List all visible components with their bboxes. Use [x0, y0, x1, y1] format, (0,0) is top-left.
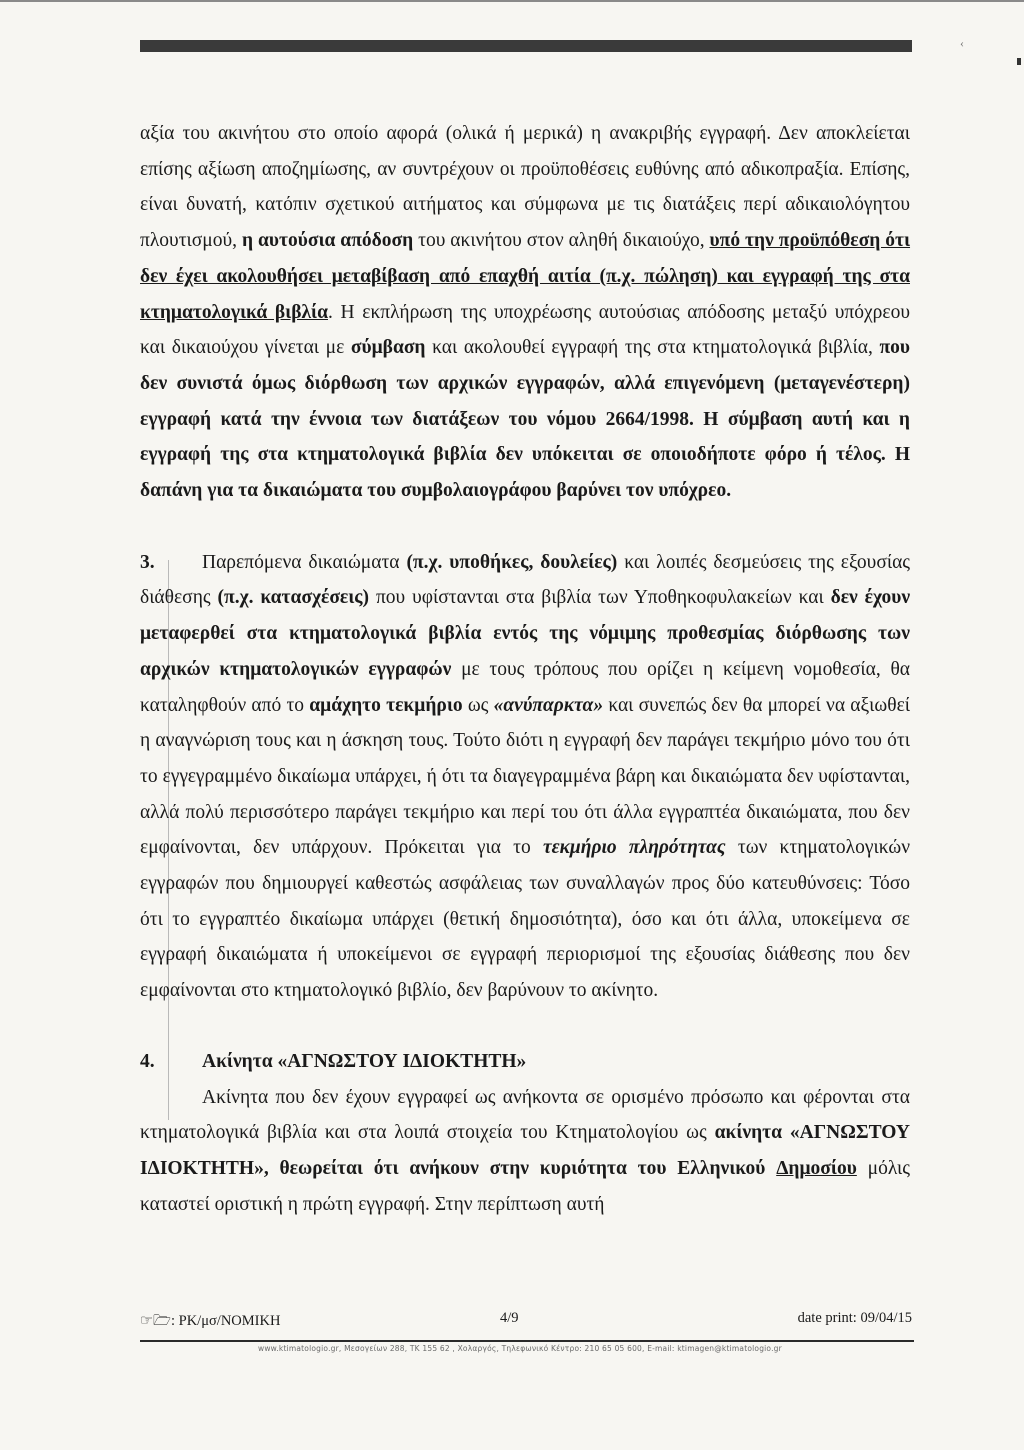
bold-text: σύμβαση: [350, 337, 426, 359]
text-run: αξία του ακινήτου στο οποίο αφορά (ολικά ή μερικά) η ανακριβής εγγραφή. Δεν αποκλείεται επίσης αξίωση αποζημίωσης, αν συντρέχουν οι προϋποθέσεις ευθύνης από αδικοπραξία. Επίσης, είναι δυνατή, κατόπιν σχετικού αιτήματος και σύμφωνα με τις διατάξεις περί αδικαιολόγητου πλουτισμού,: [140, 123, 910, 252]
underlined-bold-text: Δημοσίου: [776, 1157, 857, 1179]
contact-line: www.ktimatologio.gr, Μεσογείων 288, ΤΚ 155 62 , Χολαργός, Τηλεφωνικό Κέντρο: 210 65 05 600, E-mail: ktimagen@ktimatologio.gr: [258, 1344, 782, 1353]
document-body: [140, 116, 910, 1222]
bold-text: ακίνητα «ΑΓΝΩΣΤΟΥ ΙΔΙΟΚΤΗΤΗ», θεωρείται ότι ανήκουν στην κυριότητα του Ελληνικού: [140, 1122, 911, 1179]
text-run: Παρεπόμενα δικαιώματα: [202, 551, 400, 573]
text-run: . Η εκπλήρωση της υποχρέωσης αυτούσιας απόδοσης μεταξύ υπόχρεου και δικαιούχου γίνεται με: [140, 301, 911, 359]
text-run: και συνεπώς δεν θα μπορεί να αξιωθεί η αναγνώριση τους και η άσκηση τους. Τούτο διότι η εγγραφή δεν παράγει τεκμήριο μόνο του ότι το εγγεγραμμένο δικαίωμα υπάρχει, ή ότι τα διαγεγραμμένα βάρη και δικαιώματα δεν υφίστανται, αλλά πολύ περισσότερο παράγει τεκμήριο και περί του ότι άλλα εγγραπτέα δικαιώματα, που δεν εμφαίνονται, δεν υπάρχουν. Πρόκειται για το: [140, 694, 911, 859]
bold-text: δεν έχουν μεταφερθεί στα κτηματολογικά βιβλία εντός της νόμιμης προθεσμίας διόρθωσης των αρχικών κτηματολογικών εγγραφών: [140, 587, 911, 680]
text-run: Ακίνητα που δεν έχουν εγγραφεί ως ανήκοντα σε ορισμένο πρόσωπο και φέρονται στα κτηματολογικά βιβλία και στα λοιπά στοιχεία του Κτηματολογίου ως: [140, 1086, 910, 1144]
scan-mark: [1017, 58, 1021, 65]
bold-italic-text: τεκμήριο πληρότητας: [542, 837, 726, 859]
section-heading: [140, 1044, 910, 1080]
header-rule: [140, 40, 912, 52]
heading-text: Ακίνητα «ΑΓΝΩΣΤΟΥ ΙΔΙΟΚΤΗΤΗ»: [202, 1050, 527, 1072]
text-run: με τους τρόπους που ορίζει η κείμενη νομοθεσία, θα καταληφθούν από το: [140, 658, 910, 716]
bold-italic-text: «ανύπαρκτα»: [493, 694, 604, 716]
page-footer: [140, 1310, 912, 1335]
text-run: ως: [467, 694, 489, 716]
file-reference: ☞🗁: ΡΚ/μσ/ΝΟΜΙΚΗ: [140, 1313, 281, 1329]
bold-text: η αυτούσια απόδοση: [241, 230, 414, 252]
bold-text: αμάχητο τεκμήριο: [309, 694, 463, 716]
underlined-bold-text: υπό την προϋπόθεση ότι δεν έχει ακολουθήσει μεταβίβαση από επαχθή αιτία (π.χ. πώληση) και εγγραφή της στα κτηματολογικά βιβλία: [140, 230, 911, 323]
text-run: και ακολουθεί εγγραφή της στα κτηματολογικά βιβλία,: [432, 337, 873, 359]
text-run: που υφίστανται στα βιβλία των Υποθηκοφυλακείων και: [375, 587, 824, 609]
corner-mark: ‹: [960, 36, 964, 50]
print-date: date print: 09/04/15: [797, 1310, 912, 1326]
text-run: μόλις καταστεί οριστική η πρώτη εγγραφή. Στην περίπτωση αυτή: [140, 1157, 911, 1215]
footer-rule: [140, 1340, 914, 1342]
section-number: 3.: [140, 551, 155, 573]
section-number: 4.: [140, 1050, 155, 1072]
text-run: και λοιπές δεσμεύσεις της εξουσίας διάθεσης: [140, 551, 911, 609]
page-top-edge: [0, 0, 1024, 2]
text-run: του ακινήτου στον αληθή δικαιούχο,: [418, 230, 705, 252]
page-number: 4/9: [500, 1310, 519, 1326]
paragraph-4: [140, 1080, 910, 1223]
bold-text: που δεν συνιστά όμως διόρθωση των αρχικών εγγραφών, αλλά επιγενόμενη (μεταγενέστερη) εγγραφή κατά την έννοια των διατάξεων του νόμου 2664/1998. Η σύμβαση αυτή και η εγγραφή της στα κτηματολογικά βιβλία δεν υπόκειται σε οποιοδήποτε φόρο ή τέλος. Η δαπάνη για τα δικαιώματα του συμβολαιογράφου βαρύνει τον υπόχρεο.: [140, 337, 911, 502]
bold-text: (π.χ. υποθήκες, δουλείες): [406, 551, 618, 573]
paragraph-3: [140, 545, 910, 1009]
bold-text: (π.χ. κατασχέσεις): [217, 587, 370, 609]
paragraph-1: [140, 116, 910, 509]
text-run: των κτηματολογικών εγγραφών που δημιουργεί καθεστώς ασφάλειας των συναλλαγών προς δύο κατευθύνσεις: Τόσο ότι το εγγραπτέο δικαίωμα υπάρχει (θετική δημοσιότητα), όσο και ότι άλλα, υποκείμενα σε εγγραφή δικαιώματα ή υποκείμενοι σε εγγραφή περιορισμοί της εξουσίας διάθεσης που δεν εμφαίνονται στο κτηματολογικό βιβλίο, δεν βαρύνουν το ακίνητο.: [140, 837, 911, 1002]
